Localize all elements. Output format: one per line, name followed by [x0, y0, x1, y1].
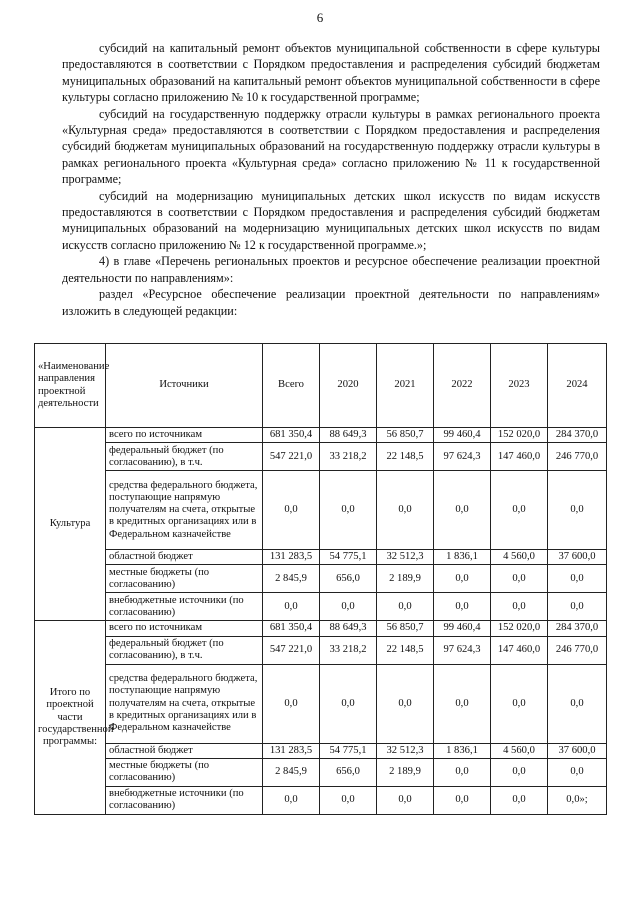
- document-body: [62, 40, 600, 319]
- value-cell: 0,0: [320, 471, 377, 550]
- value-cell: 32 512,3: [377, 743, 434, 758]
- source-cell: федеральный бюджет (по согласованию), в т.ч.: [106, 443, 263, 471]
- paragraph: субсидий на модернизацию муниципальных детских школ искусств по видам искусств предоставляются в соответствии с Порядком предоставления и распределения субсидий бюджетам муниципальных образований на модернизацию муниципальных детских школ искусств по видам искусств согласно приложению № 12 к государственной программе.»;: [62, 188, 600, 252]
- paragraph: субсидий на капитальный ремонт объектов муниципальной собственности в сфере культуры предоставляются в соответствии с Порядком предоставления и распределения субсидий бюджетам муниципальных образований на капитальный ремонт объектов муниципальной собственности в сфере культуры согласно приложению № 10 к государственной программе;: [62, 41, 600, 105]
- value-cell: 0,0: [548, 471, 607, 550]
- resource-table: [34, 343, 607, 815]
- paragraph: субсидий на государственную поддержку отрасли культуры в рамках регионального проекта «Культурная среда» предоставляются в соответствии с Порядком предоставления и распределения субсидий бюджетам муниципальных образований на государственную поддержку отрасли культуры в рамках регионального проекта «Культурная среда» согласно приложению № 11 к государственной программе;: [62, 106, 600, 187]
- value-cell: 0,0»;: [548, 786, 607, 814]
- value-cell: 0,0: [491, 758, 548, 786]
- value-cell: 131 283,5: [263, 743, 320, 758]
- value-cell: 0,0: [263, 664, 320, 743]
- value-cell: 0,0: [548, 664, 607, 743]
- page-number: 6: [316, 10, 324, 25]
- paragraph: 4) в главе «Перечень региональных проектов и ресурсное обеспечение реализации проектной деятельности по направлениям»:: [62, 254, 600, 285]
- value-cell: 246 770,0: [548, 443, 607, 471]
- value-cell: 99 460,4: [434, 428, 491, 443]
- source-cell: средства федерального бюджета, поступающие напрямую получателям на счета, открытые в кредитных организациях или в Федеральном казначействе: [106, 471, 263, 550]
- value-cell: 2 189,9: [377, 565, 434, 593]
- value-cell: 1 836,1: [434, 743, 491, 758]
- value-cell: 0,0: [434, 786, 491, 814]
- value-cell: 0,0: [548, 565, 607, 593]
- table-row: [35, 636, 607, 664]
- value-cell: 0,0: [434, 593, 491, 621]
- value-cell: 0,0: [434, 758, 491, 786]
- source-cell: местные бюджеты (по согласованию): [106, 758, 263, 786]
- value-cell: 147 460,0: [491, 636, 548, 664]
- value-cell: 0,0: [434, 664, 491, 743]
- source-cell: всего по источникам: [106, 621, 263, 636]
- value-cell: 97 624,3: [434, 443, 491, 471]
- value-cell: 0,0: [320, 593, 377, 621]
- source-cell: местные бюджеты (по согласованию): [106, 565, 263, 593]
- table-header-row: [35, 344, 607, 428]
- table-row: [35, 471, 607, 550]
- value-cell: 656,0: [320, 758, 377, 786]
- value-cell: 22 148,5: [377, 636, 434, 664]
- table-row: [35, 443, 607, 471]
- value-cell: 99 460,4: [434, 621, 491, 636]
- value-cell: 0,0: [434, 565, 491, 593]
- value-cell: 0,0: [548, 593, 607, 621]
- header-2022: 2022: [434, 344, 491, 428]
- value-cell: 0,0: [434, 471, 491, 550]
- value-cell: 0,0: [491, 786, 548, 814]
- table-row: [35, 593, 607, 621]
- value-cell: 2 189,9: [377, 758, 434, 786]
- value-cell: 246 770,0: [548, 636, 607, 664]
- header-2024: 2024: [548, 344, 607, 428]
- value-cell: 37 600,0: [548, 550, 607, 565]
- value-cell: 88 649,3: [320, 621, 377, 636]
- value-cell: 37 600,0: [548, 743, 607, 758]
- value-cell: 547 221,0: [263, 636, 320, 664]
- value-cell: 4 560,0: [491, 550, 548, 565]
- header-sources: Источники: [106, 344, 263, 428]
- value-cell: 32 512,3: [377, 550, 434, 565]
- source-cell: областной бюджет: [106, 743, 263, 758]
- source-cell: внебюджетные источники (по согласованию): [106, 786, 263, 814]
- value-cell: 0,0: [491, 664, 548, 743]
- value-cell: 0,0: [377, 593, 434, 621]
- value-cell: 54 775,1: [320, 550, 377, 565]
- value-cell: 56 850,7: [377, 428, 434, 443]
- value-cell: 0,0: [548, 758, 607, 786]
- value-cell: 152 020,0: [491, 621, 548, 636]
- value-cell: 0,0: [377, 786, 434, 814]
- value-cell: 0,0: [377, 471, 434, 550]
- source-cell: федеральный бюджет (по согласованию), в т.ч.: [106, 636, 263, 664]
- value-cell: 56 850,7: [377, 621, 434, 636]
- table-row: [35, 621, 607, 636]
- value-cell: 88 649,3: [320, 428, 377, 443]
- header-2023: 2023: [491, 344, 548, 428]
- value-cell: 152 020,0: [491, 428, 548, 443]
- value-cell: 284 370,0: [548, 621, 607, 636]
- source-cell: внебюджетные источники (по согласованию): [106, 593, 263, 621]
- source-cell: всего по источникам: [106, 428, 263, 443]
- value-cell: 33 218,2: [320, 443, 377, 471]
- value-cell: 681 350,4: [263, 621, 320, 636]
- source-cell: областной бюджет: [106, 550, 263, 565]
- value-cell: 54 775,1: [320, 743, 377, 758]
- value-cell: 0,0: [320, 664, 377, 743]
- table-row: [35, 664, 607, 743]
- paragraph: раздел «Ресурсное обеспечение реализации проектной деятельности по направлениям» изложить в следующей редакции:: [62, 287, 600, 318]
- table-row: [35, 428, 607, 443]
- value-cell: 147 460,0: [491, 443, 548, 471]
- table-row: [35, 565, 607, 593]
- value-cell: 0,0: [491, 565, 548, 593]
- value-cell: 0,0: [491, 593, 548, 621]
- value-cell: 33 218,2: [320, 636, 377, 664]
- table-row: [35, 743, 607, 758]
- value-cell: 0,0: [377, 664, 434, 743]
- value-cell: 97 624,3: [434, 636, 491, 664]
- value-cell: 131 283,5: [263, 550, 320, 565]
- value-cell: 2 845,9: [263, 565, 320, 593]
- value-cell: 22 148,5: [377, 443, 434, 471]
- direction-name: Культура: [35, 428, 106, 621]
- value-cell: 0,0: [320, 786, 377, 814]
- value-cell: 2 845,9: [263, 758, 320, 786]
- header-direction: «Наименование направления проектной деятельности: [35, 344, 106, 428]
- value-cell: 4 560,0: [491, 743, 548, 758]
- table-row: [35, 550, 607, 565]
- table-row: [35, 786, 607, 814]
- value-cell: 0,0: [263, 786, 320, 814]
- direction-name: Итого по проектной части государственной программы:: [35, 621, 106, 814]
- header-total: Всего: [263, 344, 320, 428]
- value-cell: 0,0: [263, 593, 320, 621]
- value-cell: 0,0: [263, 471, 320, 550]
- value-cell: 547 221,0: [263, 443, 320, 471]
- source-cell: средства федерального бюджета, поступающие напрямую получателям на счета, открытые в кредитных организациях или в Федеральном казначействе: [106, 664, 263, 743]
- value-cell: 0,0: [491, 471, 548, 550]
- value-cell: 656,0: [320, 565, 377, 593]
- table-row: [35, 758, 607, 786]
- header-2021: 2021: [377, 344, 434, 428]
- value-cell: 1 836,1: [434, 550, 491, 565]
- value-cell: 681 350,4: [263, 428, 320, 443]
- header-2020: 2020: [320, 344, 377, 428]
- value-cell: 284 370,0: [548, 428, 607, 443]
